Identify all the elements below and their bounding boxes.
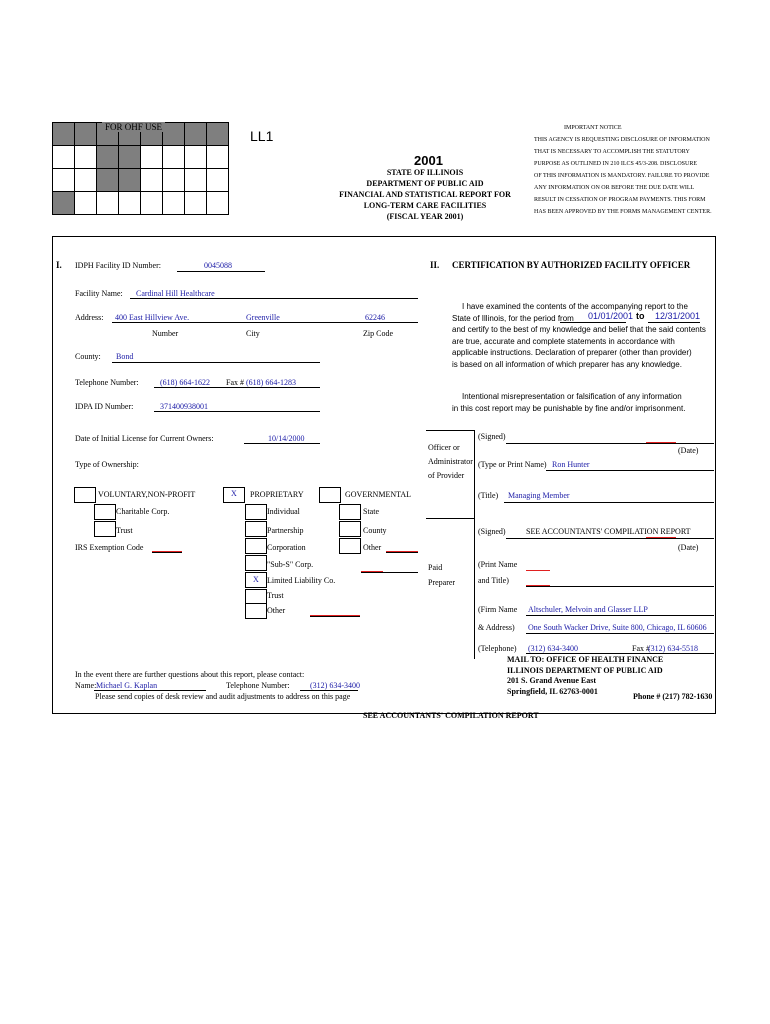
county-ownership-label: County <box>363 526 387 535</box>
certification-title: CERTIFICATION BY AUTHORIZED FACILITY OFFICER <box>452 260 691 270</box>
section-1-numeral: I. <box>56 260 62 270</box>
idph-value[interactable]: 0045088 <box>204 261 232 270</box>
trust-label-voluntary: Trust <box>116 526 133 535</box>
llc-check-mark: X <box>253 575 259 584</box>
governmental-checkbox[interactable] <box>319 487 341 503</box>
period-from-value[interactable]: 01/01/2001 <box>588 311 634 321</box>
form-year: 2001 <box>414 153 443 168</box>
signed-label-preparer: (Signed) <box>478 527 506 536</box>
officer-name-value[interactable]: Ron Hunter <box>552 460 590 469</box>
warning-text <box>452 391 685 414</box>
notice-heading: IMPORTANT NOTICE <box>564 125 622 131</box>
charitable-checkbox[interactable] <box>94 504 116 520</box>
firm-name-value[interactable]: Altschuler, Melvoin and Glasser LLP <box>528 605 648 614</box>
contact-phone-label: Telephone Number: <box>226 681 290 690</box>
mail-line: MAIL TO: OFFICE OF HEALTH FINANCE <box>507 655 664 664</box>
individual-label: Individual <box>267 507 300 516</box>
idpa-label: IDPA ID Number: <box>75 402 134 411</box>
title-line: LONG-TERM CARE FACILITIES <box>363 201 487 210</box>
sub-s-label: "Sub-S" Corp. <box>267 560 314 569</box>
corporation-checkbox[interactable] <box>245 538 267 554</box>
idph-label: IDPH Facility ID Number: <box>75 261 161 270</box>
notice-line: THIS AGENCY IS REQUESTING DISCLOSURE OF INFORMATION <box>534 137 710 143</box>
and-title-label: and Title) <box>478 576 509 585</box>
officer-label <box>428 441 473 483</box>
other-checkbox-governmental[interactable] <box>339 538 361 554</box>
address-zip-value[interactable]: 62246 <box>365 313 385 322</box>
preparer-telephone-label: (Telephone) <box>478 644 517 653</box>
other-checkbox-proprietary[interactable] <box>245 603 267 619</box>
partnership-label: Partnership <box>267 526 304 535</box>
corporation-label: Corporation <box>267 543 306 552</box>
mail-line: 201 S. Grand Avenue East <box>507 676 596 685</box>
voluntary-label: VOLUNTARY,NON-PROFIT <box>98 490 196 499</box>
warning-line: Intentional misrepresentation or falsification of any information <box>462 392 682 401</box>
preparer-label <box>428 560 455 590</box>
proprietary-check-mark: X <box>231 489 237 498</box>
signed-label-officer: (Signed) <box>478 432 506 441</box>
title-line: STATE OF ILLINOIS <box>386 168 464 177</box>
county-label: County: <box>75 352 101 361</box>
title-line: DEPARTMENT OF PUBLIC AID <box>366 179 484 188</box>
state-checkbox[interactable] <box>339 504 361 520</box>
voluntary-checkbox[interactable] <box>74 487 96 503</box>
license-label: Date of Initial License for Current Owners: <box>75 434 214 443</box>
date-label-officer: (Date) <box>678 446 699 455</box>
telephone-value[interactable]: (618) 664-1622 <box>160 378 210 387</box>
cert-line: State of Illinois, for the period from <box>452 313 574 323</box>
cert-line: is based on all information of which preparer has any knowledge. <box>452 359 682 369</box>
ohf-use-grid <box>52 122 229 215</box>
firm-address-value[interactable]: One South Wacker Drive, Suite 800, Chicago, IL 60606 <box>528 623 707 632</box>
title-line: FINANCIAL AND STATISTICAL REPORT FOR <box>339 190 511 199</box>
important-notice <box>534 122 712 218</box>
zip-caption: Zip Code <box>363 329 393 338</box>
notice-line: HAS BEEN APPROVED BY THE FORMS MANAGEMENT CENTER. <box>534 209 712 215</box>
notice-line: PURPOSE AS OUTLINED IN 210 ILCS 45/3-208. DISCLOSURE <box>534 161 698 167</box>
llc-label: Limited Liability Co. <box>267 576 336 585</box>
officer-label-line: Administrator <box>428 457 473 466</box>
cert-line: applicable instructions. Declaration of preparer (other than provider) <box>452 348 692 357</box>
copies-text: Please send copies of desk review and audit adjustments to address on this page <box>95 692 351 701</box>
trust-label-proprietary: Trust <box>267 591 284 600</box>
irs-exemption-label: IRS Exemption Code <box>75 543 144 552</box>
sub-s-checkbox[interactable] <box>245 555 267 571</box>
address-number-value[interactable]: 400 East Hillview Ave. <box>115 313 190 322</box>
signed-preparer-value[interactable]: SEE ACCOUNTANTS' COMPILATION REPORT <box>526 527 691 536</box>
title-line: (FISCAL YEAR 2001) <box>386 212 464 221</box>
facility-name-value[interactable]: Cardinal Hill Healthcare <box>136 289 215 298</box>
notice-line: ANY INFORMATION ON OR BEFORE THE DUE DATE WILL <box>534 185 695 191</box>
idpa-value[interactable]: 371400938001 <box>160 402 208 411</box>
notice-line: THAT IS NECESSARY TO ACCOMPLISH THE STATUTORY <box>534 149 690 155</box>
county-value[interactable]: Bond <box>116 352 134 361</box>
period-to-value[interactable]: 12/31/2001 <box>655 311 701 321</box>
governmental-label: GOVERNMENTAL <box>345 490 412 499</box>
period-to-word: to <box>636 311 645 321</box>
hfs-phone: Phone # (217) 782-1630 <box>633 692 713 701</box>
form-title <box>330 167 520 222</box>
cert-line: I have examined the contents of the accompanying report to the <box>462 302 688 311</box>
telephone-label: Telephone Number: <box>75 378 139 387</box>
see-accountants-report: SEE ACCOUNTANTS' COMPILATION REPORT <box>363 711 539 720</box>
proprietary-label: PROPRIETARY <box>250 490 304 499</box>
preparer-telephone-value[interactable]: (312) 634-3400 <box>528 644 578 653</box>
preparer-fax-label: Fax # <box>632 644 650 653</box>
trust-checkbox-voluntary[interactable] <box>94 521 116 537</box>
preparer-fax-value[interactable]: (312) 634-5518 <box>648 644 698 653</box>
other-label-governmental: Other <box>363 543 382 552</box>
mail-line: ILLINOIS DEPARTMENT OF PUBLIC AID <box>507 665 663 675</box>
number-caption: Number <box>152 329 179 338</box>
type-print-name-label: (Type or Print Name) <box>478 460 547 469</box>
for-ohf-use-label: FOR OHF USE <box>102 122 165 132</box>
questions-text: In the event there are further questions about this report, please contact: <box>75 670 305 679</box>
contact-name-label: Name: <box>75 681 97 690</box>
other-label-proprietary: Other <box>267 606 286 615</box>
form-code: LL1 <box>250 128 274 144</box>
print-name-label: (Print Name <box>478 560 518 569</box>
mail-to-block <box>507 655 663 697</box>
charitable-label: Charitable Corp. <box>116 507 170 516</box>
fax-label: Fax # <box>226 378 244 387</box>
facility-name-label: Facility Name: <box>75 289 123 298</box>
address-label: Address: <box>75 313 104 322</box>
license-value[interactable]: 10/14/2000 <box>268 434 305 443</box>
preparer-label-line: Preparer <box>428 578 456 587</box>
warning-line: in this cost report may be punishable by fine and/or imprisonment. <box>452 403 686 413</box>
and-address-label: & Address) <box>478 623 515 632</box>
notice-line: RESULT IN CESSATION OF PROGRAM PAYMENTS. THIS FORM <box>534 197 706 203</box>
mail-line: Springfield, IL 62763-0001 <box>507 686 598 696</box>
state-label: State <box>363 507 379 516</box>
city-caption: City <box>246 329 260 338</box>
fax-value[interactable]: (618) 664-1283 <box>246 378 296 387</box>
address-city-value[interactable]: Greenville <box>246 313 280 322</box>
officer-label-line: Officer or <box>428 443 460 452</box>
firm-name-label: (Firm Name <box>478 605 518 614</box>
title-label: (Title) <box>478 491 499 500</box>
officer-label-line: of Provider <box>428 471 465 480</box>
section-2-numeral: II. <box>430 260 440 270</box>
officer-title-value[interactable]: Managing Member <box>508 491 570 500</box>
individual-checkbox[interactable] <box>245 504 267 520</box>
contact-phone-value[interactable]: (312) 634-3400 <box>310 681 360 690</box>
date-label-preparer: (Date) <box>678 543 699 552</box>
county-checkbox[interactable] <box>339 521 361 537</box>
cert-line: and certify to the best of my knowledge and belief that the said contents <box>452 325 706 334</box>
cert-line: are true, accurate and complete statements in accordance with <box>452 336 675 346</box>
notice-line: OF THIS INFORMATION IS MANDATORY. FAILURE TO PROVIDE <box>534 173 710 179</box>
partnership-checkbox[interactable] <box>245 521 267 537</box>
ownership-label: Type of Ownership: <box>75 460 139 469</box>
preparer-label-line: Paid <box>428 563 443 572</box>
contact-name-value[interactable]: Michael G. Kaplan <box>96 681 158 690</box>
